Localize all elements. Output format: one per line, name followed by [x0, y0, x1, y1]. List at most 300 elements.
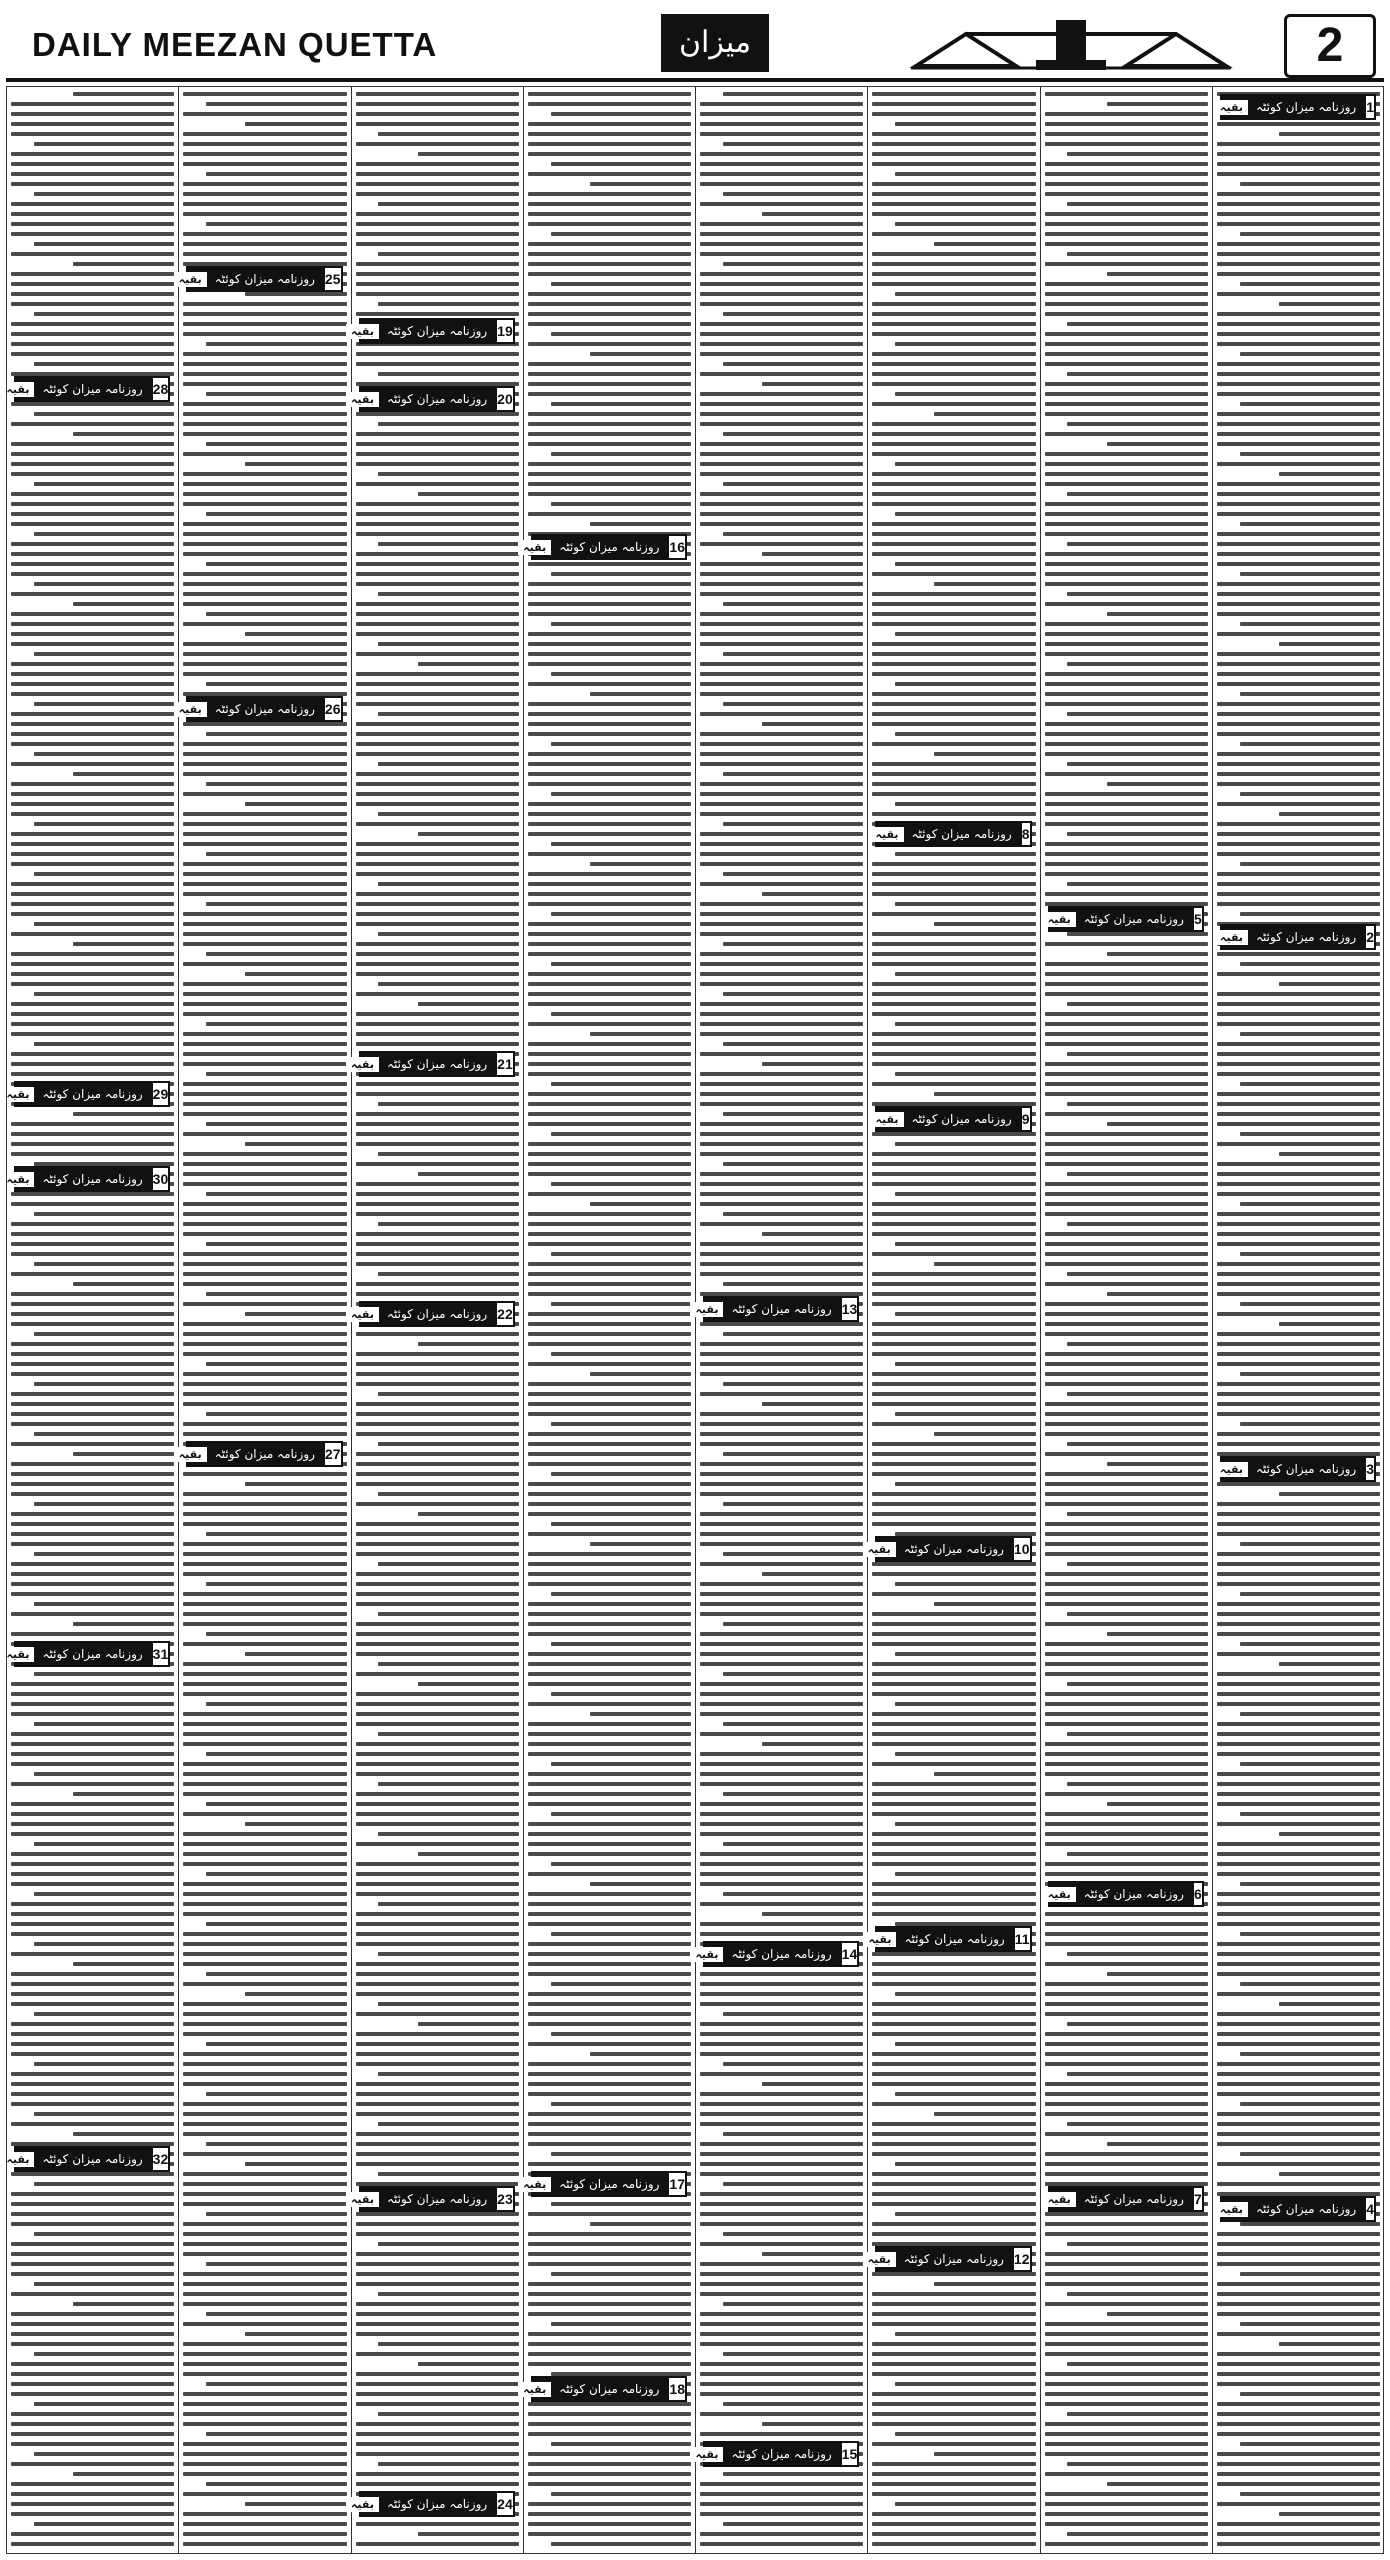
continuation-header [1048, 906, 1204, 932]
text-line [528, 832, 691, 836]
text-line [356, 282, 519, 286]
text-line [872, 1172, 1035, 1176]
text-line [1045, 1082, 1208, 1086]
text-line [551, 912, 691, 916]
text-line [872, 892, 1035, 896]
text-line [872, 1782, 1035, 1786]
text-line [356, 172, 519, 176]
text-line [700, 1172, 863, 1176]
text-line [700, 672, 863, 676]
text-line [11, 972, 174, 976]
text-line [872, 712, 1035, 716]
text-line [418, 832, 519, 836]
text-line [872, 662, 1035, 666]
text-line [356, 2472, 519, 2476]
text-line [1217, 492, 1380, 496]
text-line [872, 2362, 1035, 2366]
text-line [11, 1462, 174, 1466]
text-line [356, 1092, 519, 1096]
text-line [1217, 1172, 1380, 1176]
text-line [528, 2332, 691, 2336]
text-line [723, 1622, 863, 1626]
text-line [183, 1102, 346, 1106]
text-line [1217, 2062, 1380, 2066]
text-line [1217, 532, 1380, 536]
text-line [11, 102, 174, 106]
text-line [183, 1562, 346, 1566]
text-line [356, 1692, 519, 1696]
text-line [551, 1862, 691, 1866]
text-line [11, 2542, 174, 2546]
text-line [700, 1702, 863, 1706]
text-line [183, 2452, 346, 2456]
continuation-number: 24 [495, 2491, 515, 2517]
text-line [206, 1972, 346, 1976]
text-line [1240, 1372, 1380, 1376]
text-line [356, 2252, 519, 2256]
text-line [590, 1202, 691, 1206]
text-line [872, 2142, 1035, 2146]
text-line [1217, 1722, 1380, 1726]
text-line [872, 1152, 1035, 1156]
continuation-header [350, 1301, 515, 1327]
text-line [11, 1472, 174, 1476]
text-line [356, 1722, 519, 1726]
text-line [872, 1352, 1035, 1356]
text-line [11, 2422, 174, 2426]
text-line [378, 1272, 518, 1276]
text-line [206, 172, 346, 176]
text-line [1045, 792, 1208, 796]
text-line [1217, 1892, 1380, 1896]
text-line [551, 2542, 691, 2546]
text-line [895, 1652, 1035, 1656]
text-line [183, 1772, 346, 1776]
text-line [1217, 732, 1380, 736]
text-line [1067, 1102, 1207, 1106]
text-line [1279, 1832, 1380, 1836]
text-line [700, 1542, 863, 1546]
text-line [183, 1862, 346, 1866]
text-line [700, 1732, 863, 1736]
text-line [206, 1532, 346, 1536]
text-line [872, 2072, 1035, 2076]
text-line [872, 132, 1035, 136]
text-line [183, 1092, 346, 1096]
text-line [762, 1572, 863, 1576]
text-line [183, 2272, 346, 2276]
text-line [528, 1382, 691, 1386]
text-line [11, 2212, 174, 2216]
text-line [183, 2302, 346, 2306]
text-line [700, 122, 863, 126]
text-line [1045, 772, 1208, 776]
text-line [1217, 2132, 1380, 2136]
text-line [356, 2452, 519, 2456]
text-line [356, 1432, 519, 1436]
text-line [700, 642, 863, 646]
text-line [11, 2222, 174, 2226]
text-line [528, 1072, 691, 1076]
text-line [528, 2312, 691, 2316]
text-line [356, 2112, 519, 2116]
text-line [183, 402, 346, 406]
text-line [11, 1762, 174, 1766]
text-line [872, 1572, 1035, 1576]
text-line [872, 262, 1035, 266]
text-line [1217, 1262, 1380, 1266]
text-line [700, 1492, 863, 1496]
text-line [723, 942, 863, 946]
text-line [1240, 2102, 1380, 2106]
text-line [528, 262, 691, 266]
text-line [528, 852, 691, 856]
text-line [1045, 292, 1208, 296]
column-text [700, 92, 863, 2554]
text-line [11, 862, 174, 866]
text-line [590, 2222, 691, 2226]
continuation-title: روزنامہ میزان کوئٹہ [214, 1447, 315, 1461]
text-line [700, 2152, 863, 2156]
text-line [872, 1952, 1035, 1956]
text-line [11, 1512, 174, 1516]
text-line [872, 1472, 1035, 1476]
text-line [1217, 432, 1380, 436]
text-line [700, 752, 863, 756]
text-line [356, 1762, 519, 1766]
text-line [700, 1992, 863, 1996]
text-line [1045, 2282, 1208, 2286]
text-line [700, 492, 863, 496]
text-line [1217, 2452, 1380, 2456]
text-line [528, 312, 691, 316]
text-line [895, 682, 1035, 686]
text-line [1045, 1532, 1208, 1536]
continuation-header [523, 2171, 687, 2197]
text-line [11, 1362, 174, 1366]
text-line [872, 1762, 1035, 1766]
paper-logo: میزان [661, 14, 769, 72]
text-line [528, 2072, 691, 2076]
text-line [356, 632, 519, 636]
text-line [245, 2162, 346, 2166]
text-line [1045, 942, 1208, 946]
text-line [11, 912, 174, 916]
text-line [245, 2332, 346, 2336]
text-line [590, 1712, 691, 1716]
text-line [11, 1402, 174, 1406]
text-line [872, 1722, 1035, 1726]
text-line [183, 532, 346, 536]
text-line [356, 842, 519, 846]
text-line [700, 1832, 863, 1836]
text-line [356, 2222, 519, 2226]
text-line [1279, 472, 1380, 476]
text-line [700, 1532, 863, 1536]
text-line [1067, 1392, 1207, 1396]
text-column [178, 86, 350, 2554]
text-line [183, 1042, 346, 1046]
text-line [872, 372, 1035, 376]
text-line [183, 2152, 346, 2156]
text-line [1045, 522, 1208, 526]
text-line [206, 2432, 346, 2436]
continuation-number: 18 [667, 2376, 687, 2402]
text-line [872, 592, 1035, 596]
text-line [11, 2392, 174, 2396]
continuation-header [695, 1941, 859, 1967]
text-line [11, 232, 174, 236]
text-line [1045, 242, 1208, 246]
text-line [1217, 462, 1380, 466]
text-line [356, 652, 519, 656]
text-line [872, 612, 1035, 616]
text-line [762, 1912, 863, 1916]
text-line [34, 362, 174, 366]
text-line [183, 2322, 346, 2326]
continuation-number: 6 [1192, 1881, 1204, 1907]
text-line [1240, 1642, 1380, 1646]
text-line [183, 432, 346, 436]
text-line [11, 552, 174, 556]
text-line [1217, 1772, 1380, 1776]
continuation-header [695, 2441, 859, 2467]
text-line [590, 2052, 691, 2056]
text-line [1045, 382, 1208, 386]
text-line [183, 1782, 346, 1786]
text-line [1217, 2362, 1380, 2366]
text-line [723, 1722, 863, 1726]
text-line [723, 652, 863, 656]
text-line [762, 722, 863, 726]
text-line [590, 1542, 691, 1546]
text-line [528, 812, 691, 816]
text-line [356, 1132, 519, 1136]
text-line [11, 2202, 174, 2206]
continuation-title: روزنامہ میزان کوئٹہ [386, 324, 488, 338]
text-line [1217, 592, 1380, 596]
text-line [11, 1002, 174, 1006]
text-line [872, 1682, 1035, 1686]
text-line [700, 762, 863, 766]
text-line [356, 2332, 519, 2336]
text-line [183, 1732, 346, 1736]
text-line [700, 2392, 863, 2396]
text-line [872, 1982, 1035, 1986]
text-line [872, 1642, 1035, 1646]
text-line [723, 2472, 863, 2476]
text-line [872, 1082, 1035, 1086]
text-line [872, 1622, 1035, 1626]
text-line [700, 1472, 863, 1476]
text-line [11, 832, 174, 836]
text-line [528, 1722, 691, 1726]
text-line [872, 322, 1035, 326]
text-line [1045, 2212, 1208, 2216]
text-line [1217, 1412, 1380, 1416]
text-line [700, 1262, 863, 1266]
text-line [356, 1572, 519, 1576]
text-line [183, 962, 346, 966]
text-line [11, 342, 174, 346]
text-line [378, 2462, 518, 2466]
text-line [700, 1412, 863, 1416]
text-line [1045, 532, 1208, 536]
text-line [1045, 1092, 1208, 1096]
text-line [11, 1202, 174, 1206]
text-line [700, 132, 863, 136]
text-line [356, 482, 519, 486]
text-line [895, 462, 1035, 466]
text-line [528, 1392, 691, 1396]
text-line [183, 1662, 346, 1666]
text-line [551, 1522, 691, 1526]
text-line [895, 1072, 1035, 1076]
text-line [723, 92, 863, 96]
text-line [1217, 872, 1380, 876]
text-line [1045, 1652, 1208, 1656]
text-line [356, 192, 519, 196]
page-number: 2 [1284, 14, 1376, 78]
text-line [934, 2112, 1035, 2116]
text-line [183, 1982, 346, 1986]
text-line [528, 1632, 691, 1636]
text-line [183, 1012, 346, 1016]
text-line [418, 2532, 519, 2536]
text-line [378, 642, 518, 646]
text-line [551, 672, 691, 676]
text-line [356, 2482, 519, 2486]
text-line [1217, 1482, 1380, 1486]
text-line [700, 342, 863, 346]
text-line [528, 1142, 691, 1146]
text-line [206, 1292, 346, 1296]
text-line [700, 2542, 863, 2546]
text-line [528, 122, 691, 126]
text-line [245, 292, 346, 296]
text-line [528, 1272, 691, 1276]
text-line [356, 2082, 519, 2086]
text-line [1067, 1562, 1207, 1566]
text-line [1045, 1712, 1208, 1716]
text-line [1217, 542, 1380, 546]
text-line [1045, 862, 1208, 866]
text-line [1045, 1422, 1208, 1426]
text-line [700, 932, 863, 936]
text-line [872, 2062, 1035, 2066]
text-line [700, 2042, 863, 2046]
text-line [1217, 442, 1380, 446]
text-line [700, 2072, 863, 2076]
text-line [183, 472, 346, 476]
continuation-number: 32 [151, 2146, 171, 2172]
text-line [1045, 2002, 1208, 2006]
text-line [11, 1822, 174, 1826]
text-line [356, 692, 519, 696]
text-line [1107, 2482, 1208, 2486]
text-line [245, 632, 346, 636]
continuation-number: 5 [1192, 906, 1204, 932]
text-line [1240, 792, 1380, 796]
text-line [356, 1962, 519, 1966]
text-line [1217, 2462, 1380, 2466]
text-line [762, 1062, 863, 1066]
text-line [378, 2122, 518, 2126]
text-line [528, 2002, 691, 2006]
text-line [245, 2502, 346, 2506]
text-line [356, 1292, 519, 1296]
text-line [34, 992, 174, 996]
text-line [378, 472, 518, 476]
text-line [1217, 512, 1380, 516]
text-line [183, 2412, 346, 2416]
text-line [528, 1572, 691, 1576]
continuation-number: 28 [151, 376, 171, 402]
text-line [1045, 2492, 1208, 2496]
text-line [700, 2322, 863, 2326]
text-line [183, 2072, 346, 2076]
text-line [528, 772, 691, 776]
text-line [700, 352, 863, 356]
text-line [206, 2142, 346, 2146]
text-line [356, 1162, 519, 1166]
text-line [872, 1012, 1035, 1016]
text-line [1240, 232, 1380, 236]
text-line [183, 752, 346, 756]
text-line [1217, 1222, 1380, 1226]
text-line [1045, 1492, 1208, 1496]
text-line [528, 1822, 691, 1826]
text-line [700, 1392, 863, 1396]
text-line [723, 1162, 863, 1166]
text-line [895, 1022, 1035, 1026]
text-line [1045, 412, 1208, 416]
text-line [356, 212, 519, 216]
text-line [1240, 1132, 1380, 1136]
text-line [378, 1392, 518, 1396]
continuation-title: روزنامہ میزان کوئٹہ [42, 382, 143, 396]
text-line [1217, 1972, 1380, 1976]
text-line [356, 1362, 519, 1366]
text-line [872, 602, 1035, 606]
text-line [183, 1252, 346, 1256]
continuation-tag: بقیہ [1043, 1887, 1076, 1902]
text-line [1045, 752, 1208, 756]
text-line [1217, 412, 1380, 416]
text-line [11, 662, 174, 666]
text-line [528, 1622, 691, 1626]
text-line [206, 2212, 346, 2216]
text-line [183, 672, 346, 676]
text-line [1217, 1992, 1380, 1996]
text-line [11, 762, 174, 766]
text-line [872, 642, 1035, 646]
text-line [528, 1972, 691, 1976]
text-line [700, 1972, 863, 1976]
text-line [528, 1452, 691, 1456]
text-line [11, 452, 174, 456]
text-line [700, 272, 863, 276]
text-line [528, 642, 691, 646]
text-line [183, 1622, 346, 1626]
text-line [183, 1372, 346, 1376]
text-line [206, 2262, 346, 2266]
text-line [872, 192, 1035, 196]
text-line [528, 632, 691, 636]
continuation-title: روزنامہ میزان کوئٹہ [386, 392, 488, 406]
text-line [1067, 2362, 1207, 2366]
text-line [356, 1522, 519, 1526]
